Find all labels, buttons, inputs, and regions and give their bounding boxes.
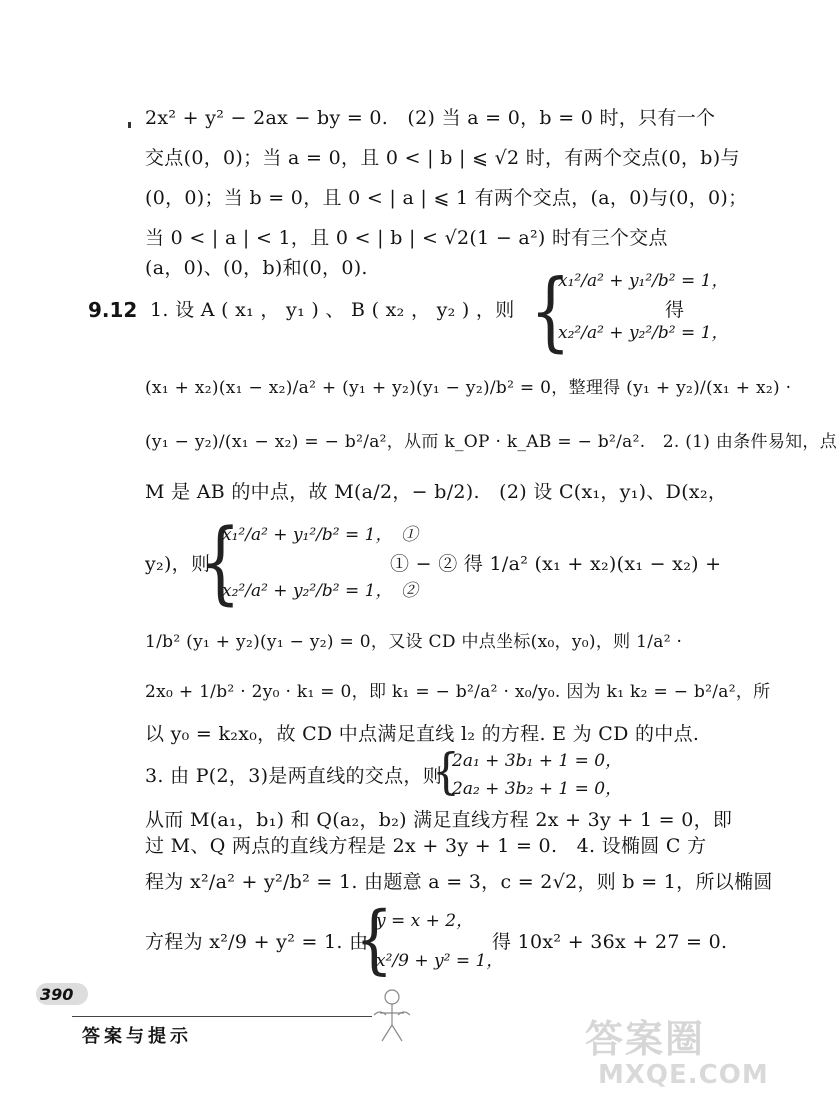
text-line-9: M 是 AB 的中点，故 M(a/2，− b/2). (2) 设 C(x₁，y₁)、D(x₂， xyxy=(145,481,728,503)
text-line-10-pre: y₂)，则 xyxy=(145,553,211,575)
system-eq-1: x₁²/a² + y₁²/b² = 1， ① xyxy=(222,525,418,545)
section-number: 9.12 xyxy=(88,298,138,322)
system-brace: { xyxy=(432,744,460,801)
text-line-7: (x₁ + x₂)(x₁ − x₂)/a² + (y₁ + y₂)(y₁ − y₂)/b² = 0，整理得 (y₁ + y₂)/(x₁ + x₂) · xyxy=(145,378,792,398)
text-line-10-post: ① − ② 得 1/a² (x₁ + x₂)(x₁ − x₂) + xyxy=(390,553,722,575)
system-brace: { xyxy=(355,896,394,984)
text-de: 得 xyxy=(665,299,685,321)
text-line-2: 交点(0，0)；当 a = 0，且 0 < | b | ⩽ √2 时，有两个交点(0，b)与 xyxy=(145,147,740,169)
system-brace: { xyxy=(200,512,241,616)
system-eq-1: y = x + 2， xyxy=(376,911,474,931)
text-line-14-pre: 3. 由 P(2，3)是两直线的交点，则 xyxy=(145,765,442,787)
page-number: 390 xyxy=(40,985,74,1004)
text-line-1: 2x² + y² − 2ax − by = 0. (2) 当 a = 0，b = 0 时，只有一个 xyxy=(145,107,716,129)
watermark-logo: 答案圈 xyxy=(585,1017,706,1061)
text-line-4: 当 0 < | a | < 1，且 0 < | b | < √2(1 − a²) 时有三个交点 xyxy=(145,227,668,249)
system-eq-2: x²/9 + y² = 1， xyxy=(376,951,504,971)
text-line-18-pre: 方程为 x²/9 + y² = 1. 由 xyxy=(145,931,369,953)
text-line-16: 过 M、Q 两点的直线方程是 2x + 3y + 1 = 0. 4. 设椭圆 C 方 xyxy=(145,835,707,857)
footer-title: 答案与提示 xyxy=(82,1026,192,1047)
system-eq-2: 2a₂ + 3b₂ + 1 = 0， xyxy=(452,779,623,799)
text-line-18-post: 得 10x² + 36x + 27 = 0. xyxy=(492,931,728,953)
watermark-url: MXQE.COM xyxy=(598,1060,769,1090)
section-9-12-intro: 1. 设 A ( x₁ ， y₁ ) 、 B ( x₂ ， y₂ ) ，则 xyxy=(150,299,515,321)
system-eq-1: x₁²/a² + y₁²/b² = 1， xyxy=(558,271,729,291)
system-eq-2: x₂²/a² + y₂²/b² = 1， ② xyxy=(222,581,418,601)
text-line-8: (y₁ − y₂)/(x₁ − x₂) = − b²/a²，从而 k_OP · k_AB = − b²/a². 2. (1) 由条件易知，点 xyxy=(145,432,837,452)
text-line-13: 以 y₀ = k₂x₀，故 CD 中点满足直线 l₂ 的方程. E 为 CD 的中点. xyxy=(145,723,700,745)
system-eq-2: x₂²/a² + y₂²/b² = 1， xyxy=(558,323,729,343)
margin-mark xyxy=(128,122,131,128)
system-brace: { xyxy=(530,262,571,362)
text-line-15: 从而 M(a₁，b₁) 和 Q(a₂，b₂) 满足直线方程 2x + 3y + 1 = 0，即 xyxy=(145,809,733,831)
footer-rule xyxy=(72,1016,372,1017)
text-line-12: 2x₀ + 1/b² · 2y₀ · k₁ = 0，即 k₁ = − b²/a² · x₀/y₀. 因为 k₁ k₂ = − b²/a²，所 xyxy=(145,682,771,702)
system-eq-1: 2a₁ + 3b₁ + 1 = 0， xyxy=(452,751,623,771)
text-line-17: 程为 x²/a² + y²/b² = 1. 由题意 a = 3，c = 2√2，则 b = 1，所以椭圆 xyxy=(145,871,773,893)
text-line-5: (a，0)、(0，b)和(0，0). xyxy=(145,257,368,279)
text-line-3: (0，0)；当 b = 0，且 0 < | a | ⩽ 1 有两个交点，(a，0)与(0，0)； xyxy=(145,187,748,209)
decorative-figure-icon xyxy=(362,985,422,1045)
text-line-11: 1/b² (y₁ + y₂)(y₁ − y₂) = 0，又设 CD 中点坐标(x₀，y₀)，则 1/a² · xyxy=(145,632,683,652)
